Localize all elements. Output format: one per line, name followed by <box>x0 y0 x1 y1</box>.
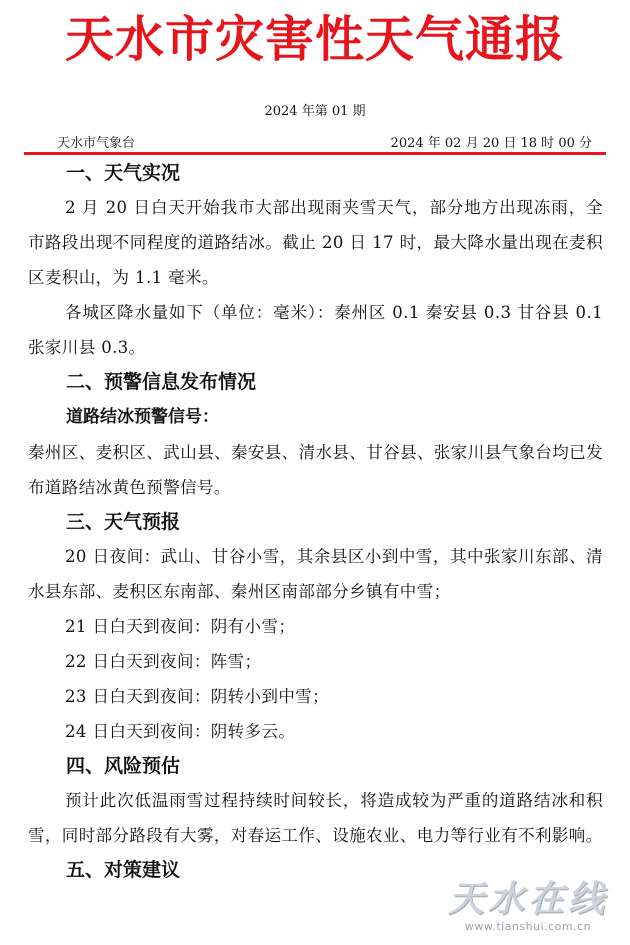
section-heading-risk: 四、风险预估 <box>66 755 181 777</box>
forecast-day-22: 22 日白天到夜间：阵雪； <box>65 652 262 671</box>
site-watermark <box>448 880 608 933</box>
risk-paragraph: 预计此次低温雨雪过程持续时间较长，将造成较为严重的道路结冰和积雪，同时部分路段有大雾，对春运工作、设施农业、电力等行业有不利影响。 <box>28 791 603 845</box>
forecast-day-24: 24 日白天到夜间：阴转多云。 <box>65 722 296 741</box>
header-divider <box>24 152 606 155</box>
section-heading-forecast: 三、天气预报 <box>66 511 181 533</box>
section-heading-observations: 一、天气实况 <box>66 162 181 184</box>
section-heading-warnings: 二、预警信息发布情况 <box>66 371 257 393</box>
bulletin-body <box>28 156 603 887</box>
issue-number: 2024 年第 01 期 <box>264 104 366 119</box>
forecast-tonight: 20 日夜间：武山、甘谷小雪，其余县区小到中雪，其中张家川东部、清水县东部、麦积区东南部、秦州区南部部分乡镇有中雪； <box>28 547 603 601</box>
section-heading-recommendations: 五、对策建议 <box>66 859 181 881</box>
warning-signal-subheading: 道路结冰预警信号： <box>66 407 219 427</box>
warning-paragraph: 秦州区、麦积区、武山县、秦安县、清水县、甘谷县、张家川县气象台均已发布道路结冰黄色预警信号。 <box>28 443 603 497</box>
issue-datetime: 2024 年 02 月 20 日 18 时 00 分 <box>390 136 592 151</box>
precipitation-paragraph: 各城区降水量如下（单位：毫米）：秦州区 0.1 秦安县 0.3 甘谷县 0.1 张家川县 0.3。 <box>28 303 603 357</box>
observation-paragraph: 2 月 20 日白天开始我市大部出现雨夹雪天气，部分地方出现冻雨，全市路段出现不同程度的道路结冰。截止 20 日 17 时，最大降水量出现在麦积区麦积山，为 1.1 毫米。 <box>28 198 603 287</box>
issuing-agency: 天水市气象台 <box>57 136 136 151</box>
forecast-day-23: 23 日白天到夜间：阴转小到中雪； <box>65 687 330 706</box>
watermark-text: 天水在线 <box>447 879 608 920</box>
forecast-day-21: 21 日白天到夜间：阴有小雪； <box>65 617 296 636</box>
watermark-url: www.tianshui.com.cn <box>464 920 592 933</box>
bulletin-title: 天水市灾害性天气通报 <box>64 11 565 68</box>
